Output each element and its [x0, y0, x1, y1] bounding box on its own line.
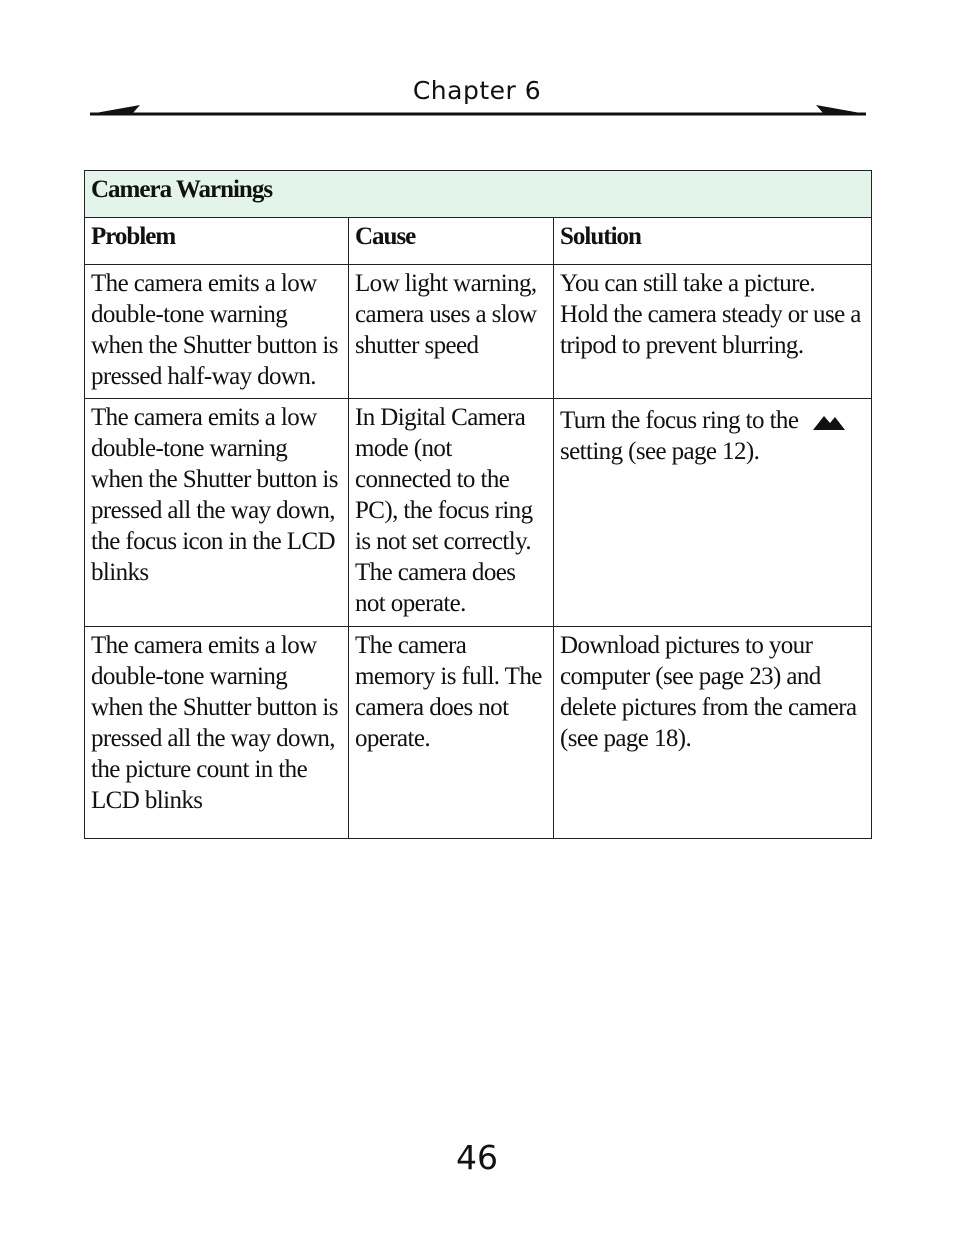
problem-cell: The camera emits a low double-tone warning when the Shutter button is pressed half-way down. [85, 265, 349, 399]
column-header-cause: Cause [349, 218, 554, 265]
problem-cell: The camera emits a low double-tone warning when the Shutter button is pressed all the way down, the focus icon in the LCD blinks [85, 399, 349, 627]
chapter-title: Chapter 6 [412, 76, 542, 105]
solution-text-before-icon: Turn the focus ring to the [560, 407, 799, 434]
table-row [85, 265, 872, 399]
table-row [85, 627, 872, 839]
solution-cell [554, 399, 872, 627]
camera-warnings-table [84, 170, 872, 839]
table-row [85, 399, 872, 627]
cause-cell: Low light warning, camera uses a slow shutter speed [349, 265, 554, 399]
mountain-icon [812, 413, 846, 431]
table-title-row [85, 171, 872, 218]
cause-cell: The camera memory is full. The camera does not operate. [349, 627, 554, 839]
column-header-solution: Solution [554, 218, 872, 265]
table-header-row [85, 218, 872, 265]
column-header-problem: Problem [85, 218, 349, 265]
solution-cell: You can still take a picture. Hold the camera steady or use a tripod to prevent blurring. [554, 265, 872, 399]
header-rule [88, 100, 868, 120]
cause-cell: In Digital Camera mode (not connected to the PC), the focus ring is not set correctly. The camera does not operate. [349, 399, 554, 627]
solution-text-after-icon: setting (see page 12). [560, 438, 760, 465]
problem-cell: The camera emits a low double-tone warning when the Shutter button is pressed all the way down, the picture count in the LCD blinks [85, 627, 349, 839]
solution-cell: Download pictures to your computer (see page 23) and delete pictures from the camera (see page 18). [554, 627, 872, 839]
page-number: 46 [456, 1138, 498, 1177]
table-title: Camera Warnings [85, 171, 872, 218]
